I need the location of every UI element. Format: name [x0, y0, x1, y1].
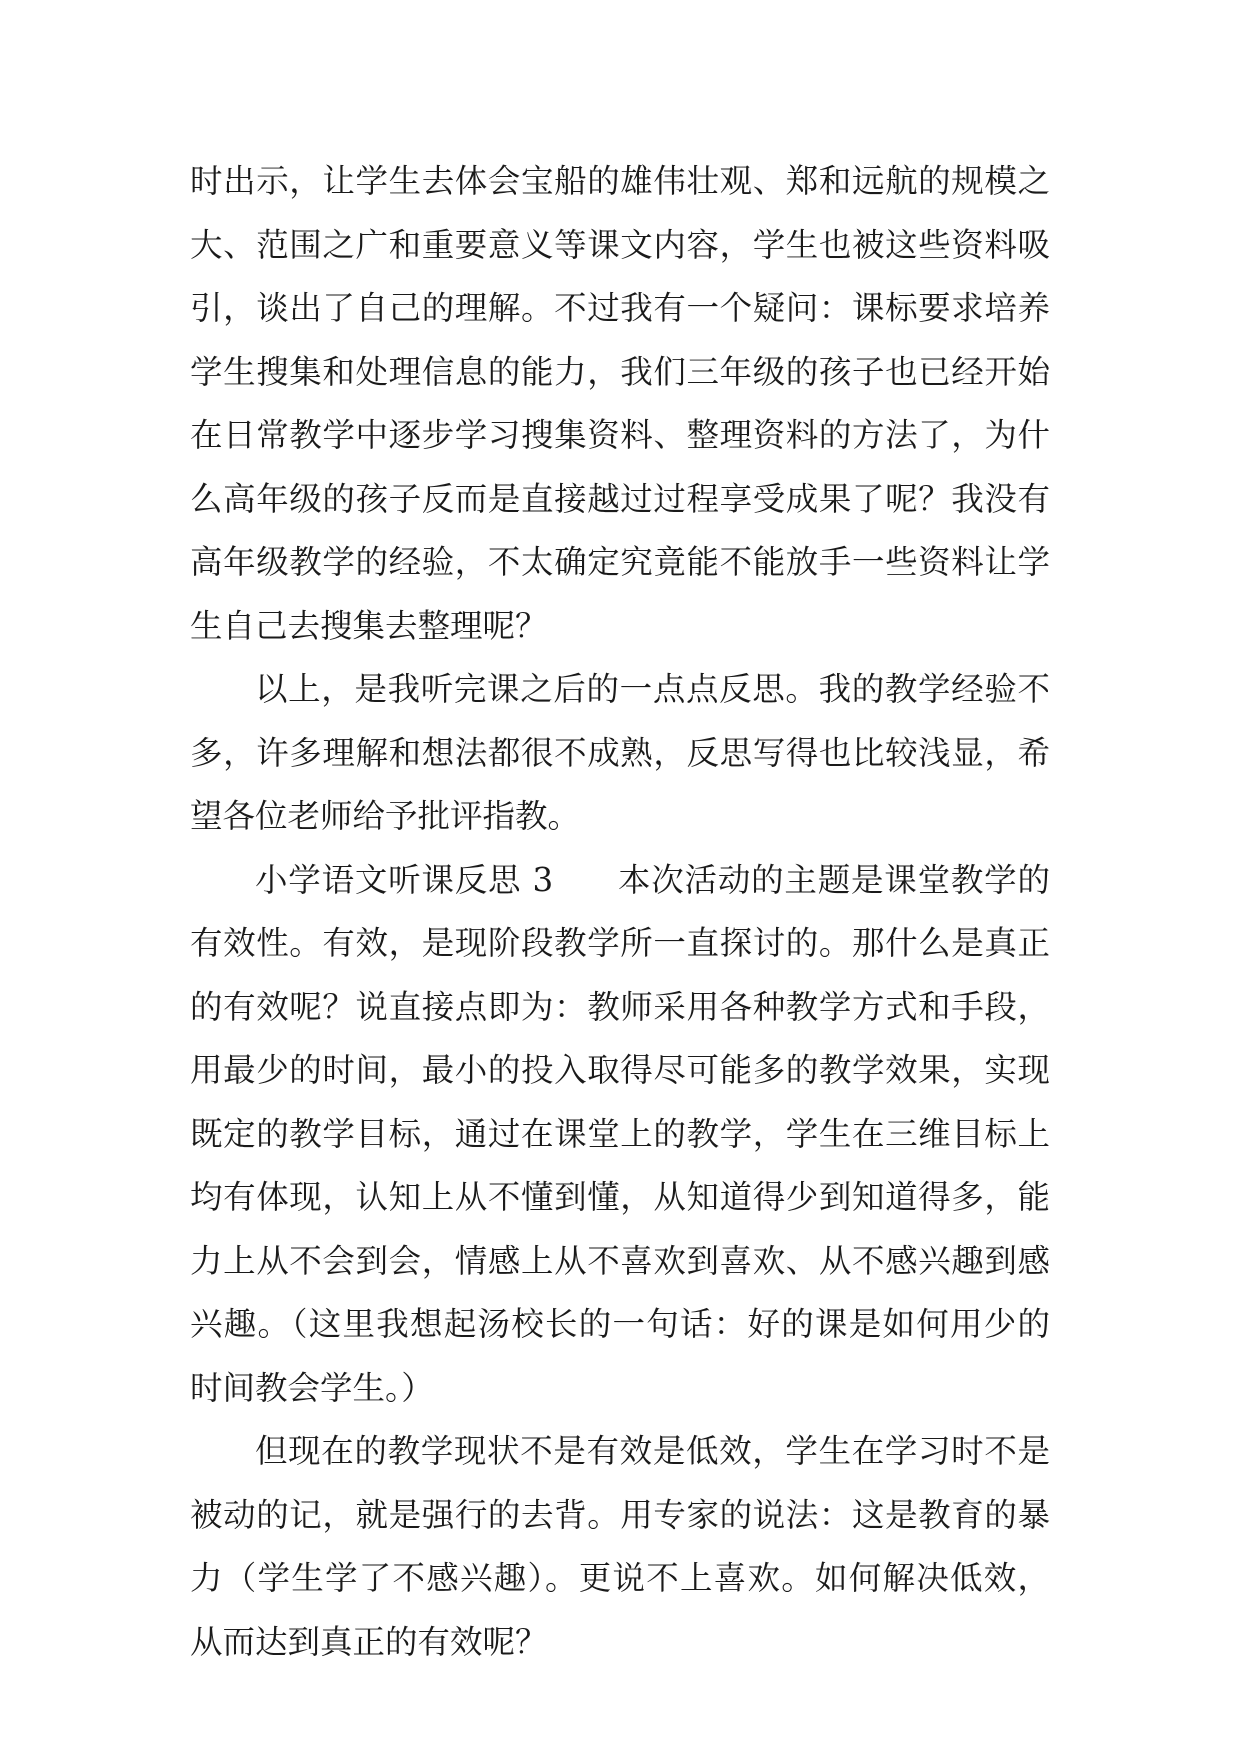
- paragraph-section-3: [190, 849, 1050, 1421]
- document-body: [190, 150, 1050, 1674]
- paragraph-current-situation: [190, 1420, 1050, 1674]
- section-heading: 小学语文听课反思 3: [255, 860, 554, 899]
- paragraph-continued: [190, 150, 1050, 658]
- paragraph-text: 但现在的教学现状不是有效是低效，学生在学习时不是被动的记，就是强行的去背。用专家的说法：这是教育的暴力（学生学了不感兴趣）。更说不上喜欢。如何解决低效，从而达到真正的有效呢？: [190, 1432, 1050, 1661]
- paragraph-text: 时出示，让学生去体会宝船的雄伟壮观、郑和远航的规模之大、范围之广和重要意义等课文内容，学生也被这些资料吸引，谈出了自己的理解。不过我有一个疑问：课标要求培养学生搜集和处理信息的能力，我们三年级的孩子也已经开始在日常教学中逐步学习搜集资料、整理资料的方法了，为什么高年级的孩子反而是直接越过过程享受成果了呢？我没有高年级教学的经验，不太确定究竟能不能放手一些资料让学生自己去搜集去整理呢？: [190, 162, 1050, 645]
- paragraph-text: 本次活动的主题是课堂教学的有效性。有效，是现阶段教学所一直探讨的。那什么是真正的有效呢？说直接点即为：教师采用各种教学方式和手段，用最少的时间，最小的投入取得尽可能多的教学效果，实现既定的教学目标，通过在课堂上的教学，学生在三维目标上均有体现，认知上从不懂到懂，从知道得少到知道得多，能力上从不会到会，情感上从不喜欢到喜欢、从不感兴趣到感兴趣。（这里我想起汤校长的一句话：好的课是如何用少的时间教会学生。）: [190, 860, 1050, 1407]
- paragraph-conclusion: [190, 658, 1050, 849]
- paragraph-text: 以上，是我听完课之后的一点点反思。我的教学经验不多，许多理解和想法都很不成熟，反思写得也比较浅显，希望各位老师给予批评指教。: [190, 670, 1050, 835]
